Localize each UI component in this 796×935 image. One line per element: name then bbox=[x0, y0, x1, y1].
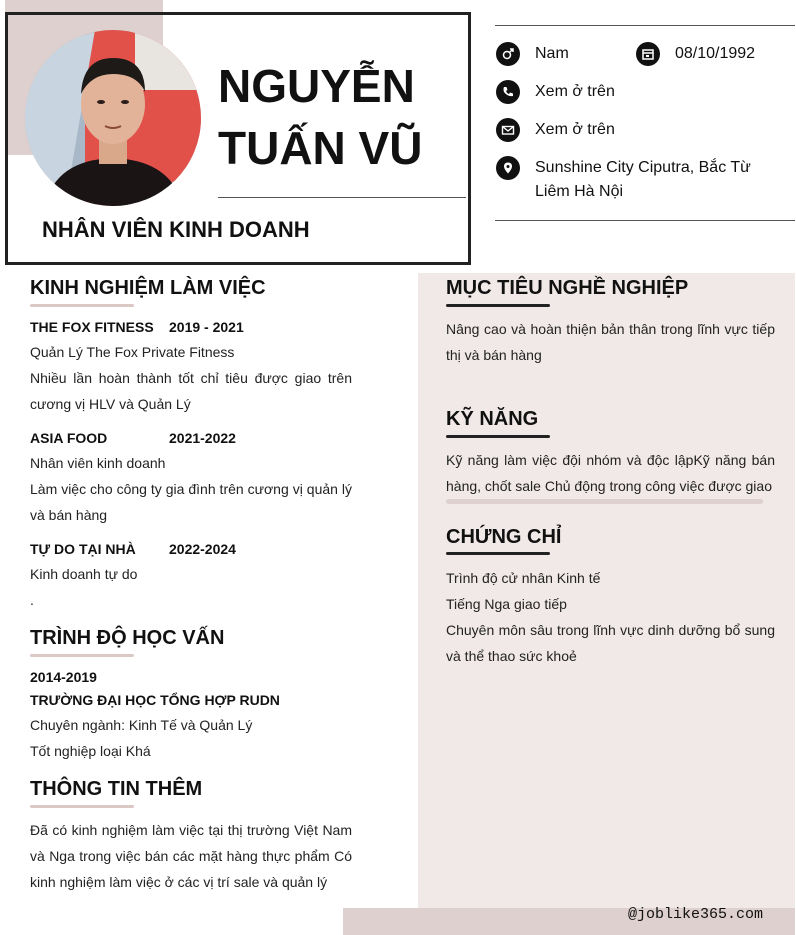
education-period: 2014-2019 bbox=[30, 669, 97, 685]
objective-text: Nâng cao và hoàn thiện bản thân trong lĩnh vực tiếp thị và bán hàng bbox=[446, 321, 775, 363]
avatar bbox=[25, 30, 201, 206]
gender-icon bbox=[496, 42, 520, 66]
certificates-title: CHỨNG CHỈ bbox=[446, 526, 562, 548]
additional-underline bbox=[30, 805, 134, 808]
certificates-underline bbox=[446, 552, 550, 555]
footer-watermark: @joblike365.com bbox=[628, 906, 764, 923]
phone-value: Xem ở trên bbox=[535, 83, 615, 100]
certificate-item: Trình độ cử nhân Kinh tế bbox=[446, 570, 601, 586]
skills-text: Kỹ năng làm việc đội nhóm và độc lậpKỹ năng bán hàng, chốt sale Chủ động trong công việc được giao bbox=[446, 452, 775, 494]
email-value: Xem ở trên bbox=[535, 121, 615, 138]
address-line-1: Sunshine City Ciputra, Bắc Từ bbox=[535, 159, 751, 176]
job-title: NHÂN VIÊN KINH DOANH bbox=[42, 217, 310, 242]
name-line-2: TUẤN VŨ bbox=[218, 122, 423, 174]
education-major: Chuyên ngành: Kinh Tế và Quản Lý bbox=[30, 717, 253, 733]
exp-2-role: Nhân viên kinh doanh bbox=[30, 455, 166, 471]
exp-3-role: Kinh doanh tự do bbox=[30, 566, 138, 582]
phone-icon bbox=[496, 80, 520, 104]
mail-icon bbox=[496, 118, 520, 142]
additional-title: THÔNG TIN THÊM bbox=[30, 778, 203, 800]
certificate-item: Tiếng Nga giao tiếp bbox=[446, 596, 567, 612]
contact-bottom-divider bbox=[495, 220, 795, 221]
experience-title: KINH NGHIỆM LÀM VIỆC bbox=[30, 277, 266, 299]
education-school: TRƯỜNG ĐẠI HỌC TỔNG HỢP RUDN bbox=[30, 692, 280, 708]
skills-bar bbox=[446, 499, 763, 504]
certificate-item: Chuyên môn sâu trong lĩnh vực dinh dưỡng bổ sung và thể thao sức khoẻ bbox=[446, 622, 775, 664]
objective-title: MỤC TIÊU NGHỀ NGHIỆP bbox=[446, 277, 689, 299]
address-line-2: Liêm Hà Nội bbox=[535, 183, 624, 200]
birthdate-value: 08/10/1992 bbox=[675, 45, 756, 62]
name-line-1: NGUYỄN bbox=[218, 60, 415, 112]
exp-1-period: 2019 - 2021 bbox=[169, 319, 244, 335]
contact-top-divider bbox=[495, 25, 795, 26]
exp-3-desc: . bbox=[30, 592, 34, 608]
skills-title: KỸ NĂNG bbox=[446, 408, 539, 430]
exp-2-company: ASIA FOOD bbox=[30, 430, 108, 446]
exp-1-desc: Nhiều lần hoàn thành tốt chỉ tiêu được giao trên cương vị HLV và Quản Lý bbox=[30, 370, 352, 412]
exp-3-company: TỰ DO TẠI NHÀ bbox=[30, 541, 136, 557]
address-value bbox=[535, 156, 775, 204]
education-title: TRÌNH ĐỘ HỌC VẤN bbox=[30, 627, 225, 649]
exp-3-period: 2022-2024 bbox=[169, 541, 236, 557]
exp-2-period: 2021-2022 bbox=[169, 430, 236, 446]
gender-value: Nam bbox=[535, 45, 569, 62]
candidate-name bbox=[218, 55, 458, 179]
exp-1-role: Quản Lý The Fox Private Fitness bbox=[30, 344, 235, 360]
experience-underline bbox=[30, 304, 134, 307]
exp-2-desc: Làm việc cho công ty gia đình trên cương vị quản lý và bán hàng bbox=[30, 481, 352, 523]
exp-1-company: THE FOX FITNESS bbox=[30, 319, 154, 335]
education-grade: Tốt nghiệp loại Khá bbox=[30, 743, 151, 759]
objective-underline bbox=[446, 304, 550, 307]
additional-text: Đã có kinh nghiệm làm việc tại thị trường Việt Nam và Nga trong việc bán các mặt hàng thực phẩm Có kinh nghiệm làm việc ở các vị trí sale và quản lý bbox=[30, 822, 352, 890]
skills-underline bbox=[446, 435, 550, 438]
education-underline bbox=[30, 654, 134, 657]
location-icon bbox=[496, 156, 520, 180]
calendar-icon bbox=[636, 42, 660, 66]
name-divider bbox=[218, 197, 466, 198]
